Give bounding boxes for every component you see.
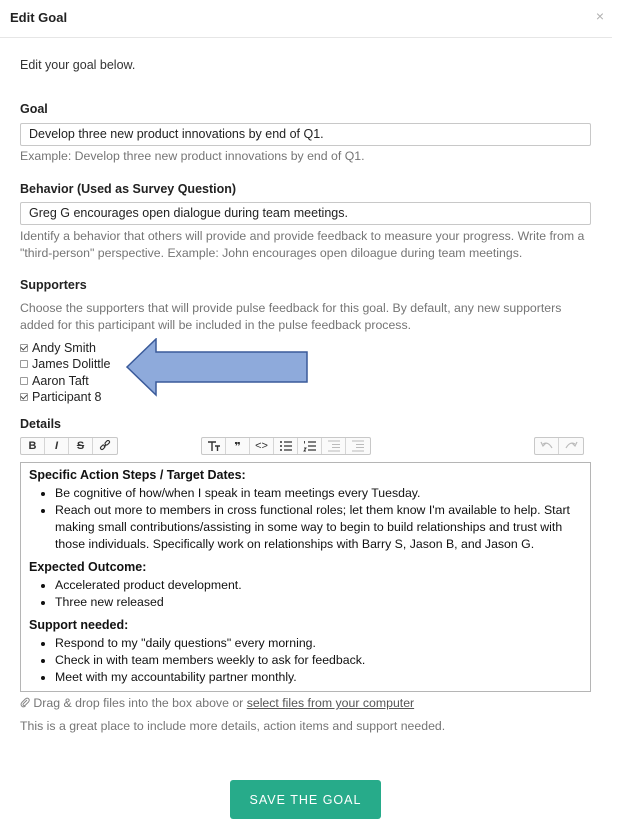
list-item: • Meet with my accountability partner monthly. [55,669,582,686]
link-button[interactable] [93,438,117,454]
code-button[interactable]: <> [250,438,274,454]
behavior-label: Behavior (Used as Survey Question) [20,182,237,196]
close-icon[interactable]: × [595,8,604,24]
bullet-list-button[interactable] [274,438,298,454]
undo-icon [540,441,554,451]
indent-button[interactable] [346,438,370,454]
supporter-checkbox[interactable] [20,393,28,401]
details-editor[interactable] [20,462,591,692]
modal-title: Edit Goal [10,10,68,25]
details-label: Details [20,417,61,431]
numbered-list-icon [303,440,317,452]
intro-text: Edit your goal below. [20,58,136,72]
behavior-help: Identify a behavior that others will provide and provide feedback to measure your progress. Write from a "third-person" perspective. Example: John encourages open diloague during team meetings. [20,229,585,260]
annotation-arrow-icon [126,338,310,398]
section-heading: Expected Outcome: [29,560,147,574]
italic-button[interactable]: I [45,438,69,454]
list-item: • Three new released [55,594,582,611]
supporter-checkbox-row[interactable] [20,340,96,356]
list-item: • Accelerated product development. [55,577,582,594]
supporter-checkbox[interactable] [20,377,28,385]
indent-icon [351,440,365,452]
supporter-checkbox-row[interactable] [20,356,111,372]
supporter-checkbox[interactable] [20,344,28,352]
undo-button[interactable] [535,438,559,454]
heading-icon [207,440,221,452]
redo-icon [564,441,578,451]
supporter-name: Aaron Taft [32,374,89,388]
outdent-button[interactable] [322,438,346,454]
supporters-help: Choose the supporters that will provide pulse feedback for this goal. By default, any new supporters added for this participant will be included in the pulse feedback process. [20,301,562,332]
supporter-name: Andy Smith [32,341,96,355]
bullet-list [29,577,582,611]
numbered-list-button[interactable] [298,438,322,454]
list-item: • Be cognitive of how/when I speak in team meetings every Tuesday. [55,485,582,502]
supporter-name: James Dolittle [32,357,111,371]
bullet-list [29,485,582,553]
details-help: This is a great place to include more details, action items and support needed. [20,719,446,733]
modal-header [0,0,612,38]
outdent-icon [327,440,341,452]
history-toolbar [534,437,584,455]
bullet-list-icon [279,440,293,452]
list-item: • Check in with team members weekly to ask for feedback. [55,652,582,669]
supporter-checkbox[interactable] [20,360,28,368]
goal-label: Goal [20,102,48,116]
paperclip-icon [20,697,30,708]
goal-help: Example: Develop three new product innovations by end of Q1. [20,149,365,163]
bullet-list [29,635,582,686]
section-heading: Support needed: [29,618,129,632]
bold-button[interactable]: B [21,438,45,454]
save-goal-button[interactable]: SAVE THE GOAL [230,780,381,819]
quote-button[interactable]: ❞ [226,438,250,454]
block-format-toolbar [201,437,371,455]
supporter-checkbox-row[interactable] [20,389,101,405]
supporter-name: Participant 8 [32,390,102,404]
link-icon [99,440,111,452]
supporters-label: Supporters [20,278,87,292]
behavior-input[interactable]: Greg G encourages open dialogue during team meetings. [20,202,591,225]
section-heading: Specific Action Steps / Target Dates: [29,468,246,482]
redo-button[interactable] [559,438,583,454]
strikethrough-button[interactable]: S [69,438,93,454]
supporter-checkbox-row[interactable] [20,373,89,389]
select-files-link[interactable]: select files from your computer [246,696,415,710]
attach-files-hint [20,696,414,710]
attach-text: Drag & drop files into the box above or [33,696,247,710]
goal-input[interactable]: Develop three new product innovations by end of Q1. [20,123,591,146]
text-format-toolbar [20,437,118,455]
heading-button[interactable] [202,438,226,454]
list-item: • Reach out more to members in cross functional roles; let them know I'm available to help. Start making small contributions/assisting in some way to begin to build relationships and trust with those individuals. Specifically work on relationships with Barry S, Jason B, and Jason G. [55,502,582,553]
list-item: • Respond to my "daily questions" every morning. [55,635,582,652]
